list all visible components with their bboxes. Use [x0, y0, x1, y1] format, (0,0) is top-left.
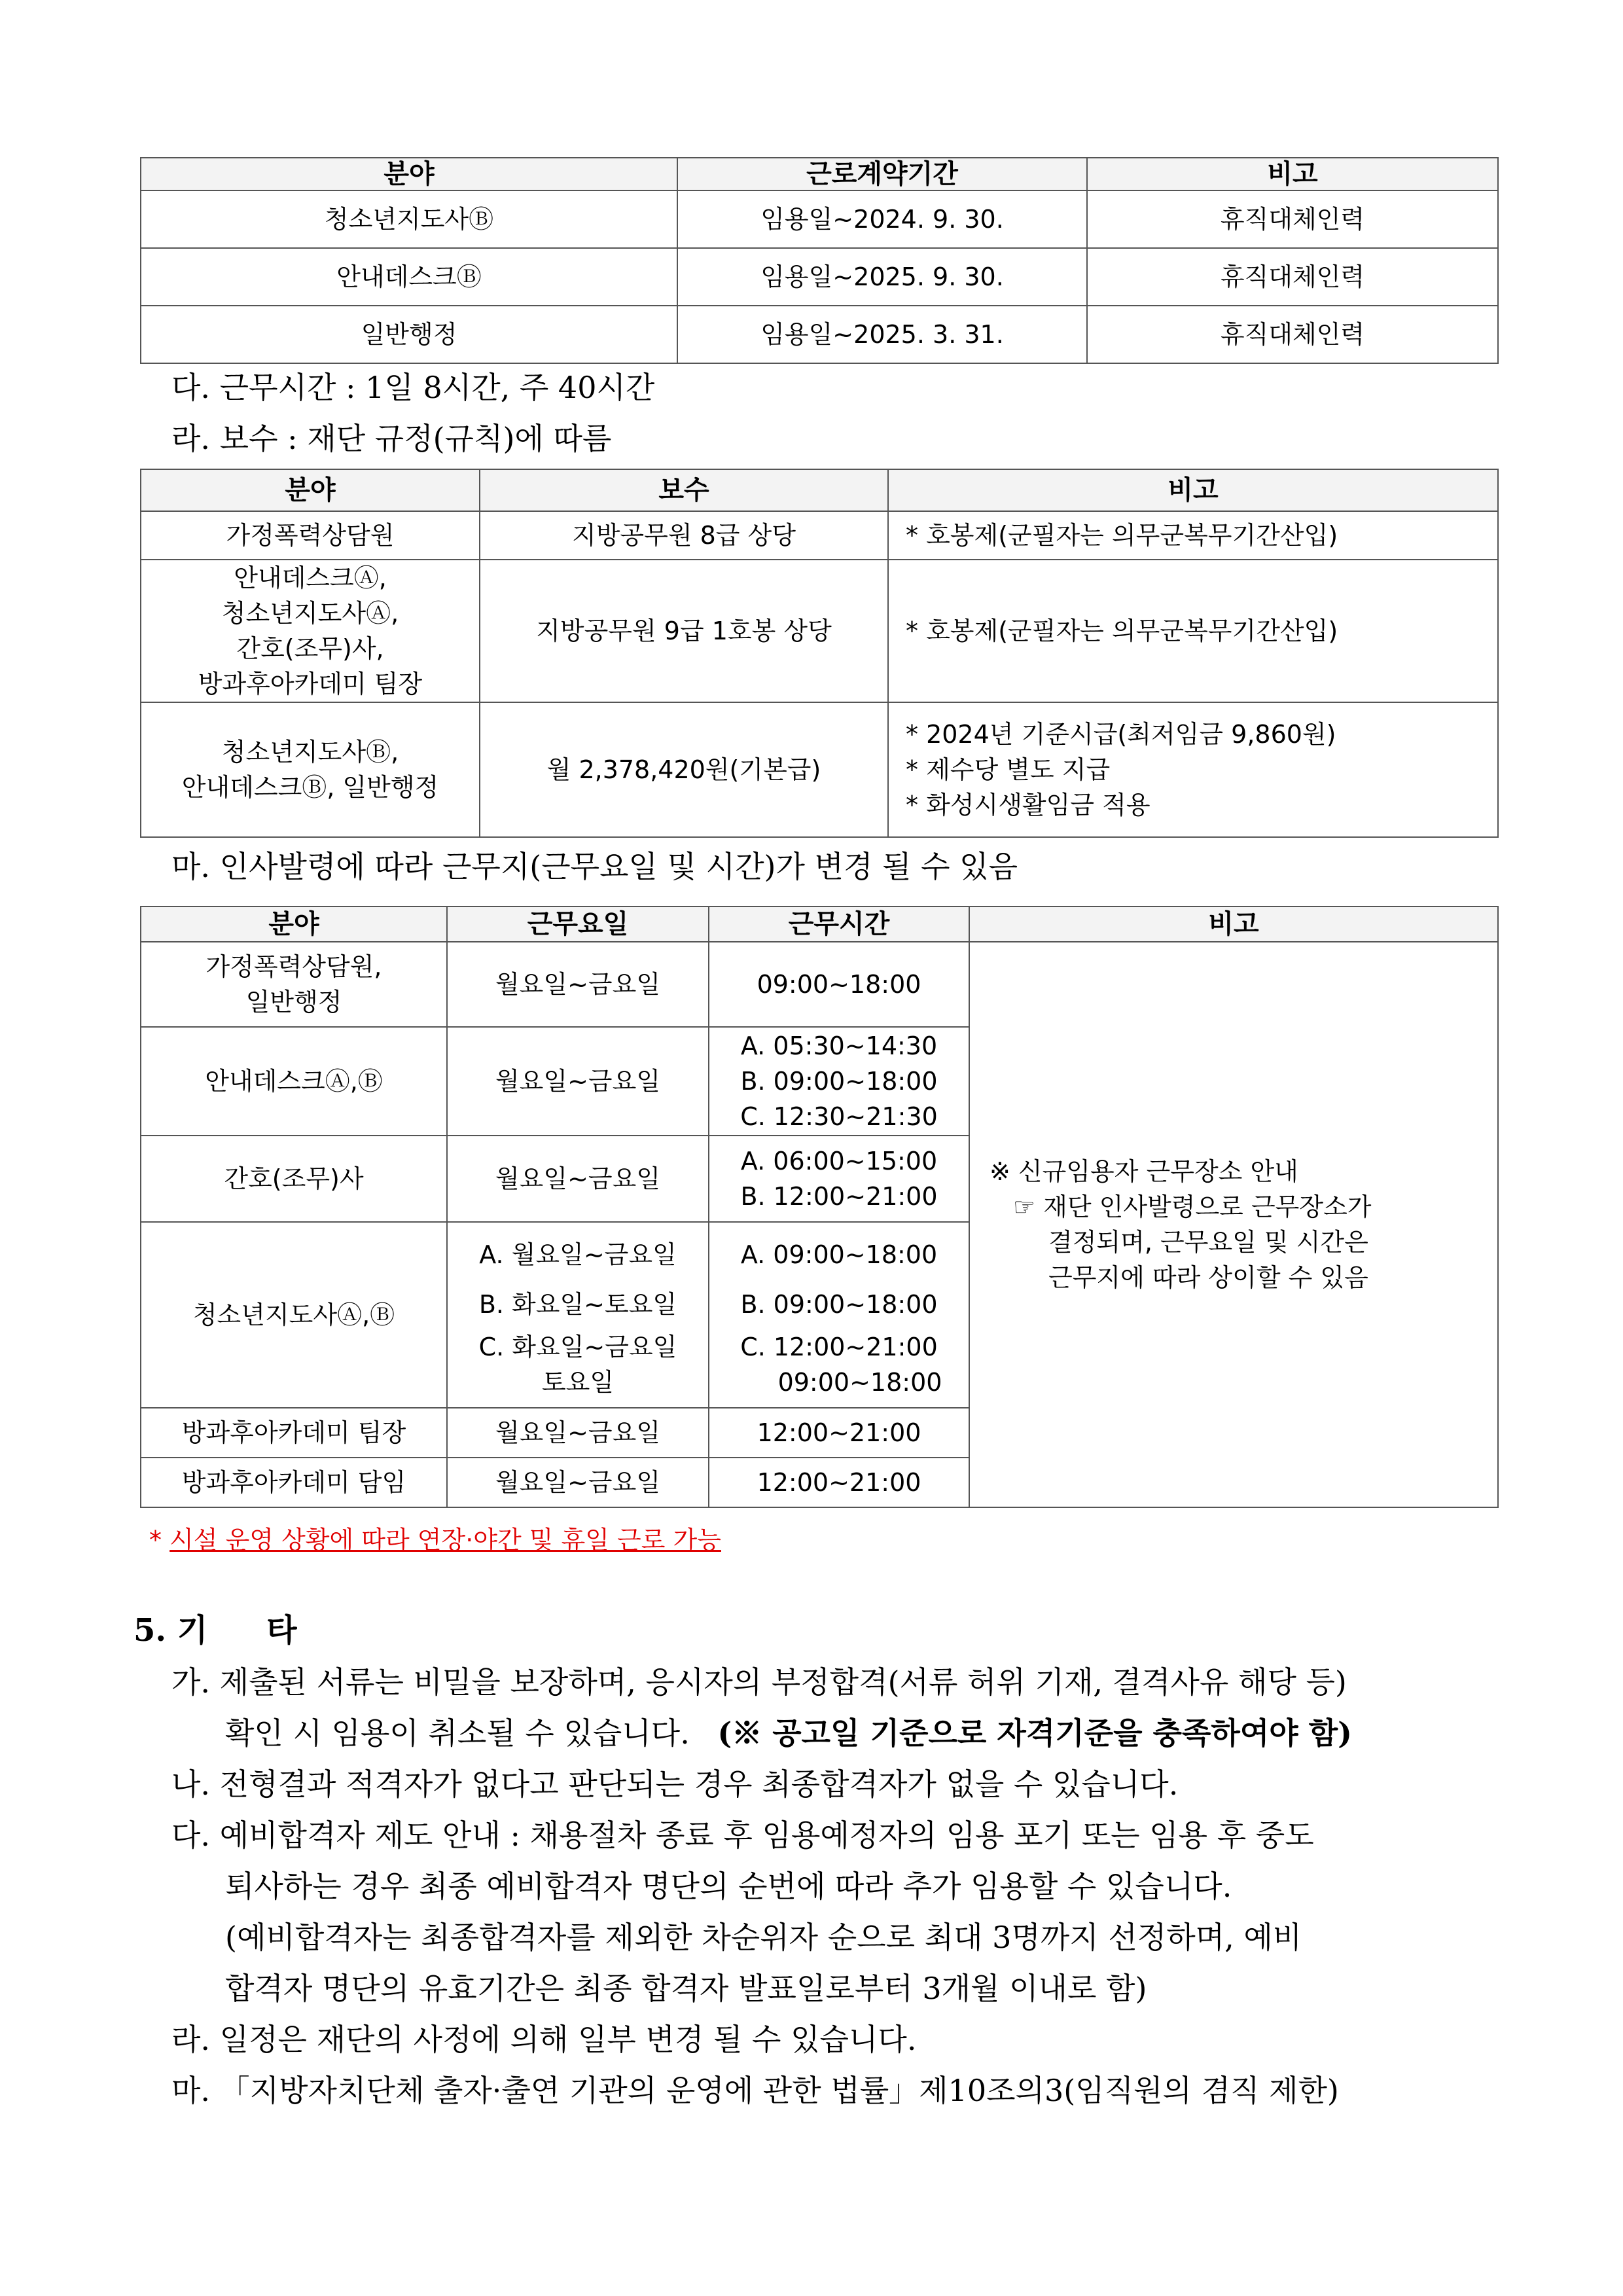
- table-cell: 안내데스크Ⓐ,Ⓑ: [141, 1027, 447, 1136]
- schedule-note-cell: ※ 신규임용자 근무장소 안내 ☞ 재단 인사발령으로 근무장소가 결정되며, 근무요일 및 시간은 근무지에 따라 상이할 수 있음: [969, 942, 1498, 1507]
- table-cell: 임용일~2024. 9. 30.: [677, 190, 1087, 248]
- item-da-line4: 합격자 명단의 유효기간은 최종 합격자 발표일로부터 3개월 이내로 함): [225, 1971, 1147, 2006]
- table-cell: 방과후아카데미 담임: [141, 1458, 447, 1507]
- table-cell: A. 09:00~18:00 B. 09:00~18:00 C. 12:00~21:00 09:00~18:00: [709, 1222, 969, 1408]
- table-header: 분야: [141, 469, 480, 511]
- table-row: [141, 248, 1498, 306]
- item-ga-line1: 가. 제출된 서류는 비밀을 보장하며, 응시자의 부정합격(서류 허위 기재, 결격사유 해당 등): [171, 1664, 1347, 1700]
- table-header: 근로계약기간: [677, 158, 1087, 190]
- table-cell: 지방공무원 9급 1호봉 상당: [480, 560, 888, 702]
- table-cell: 월요일~금요일: [447, 1408, 709, 1458]
- section-5-heading: 5. 기 타: [134, 1612, 297, 1649]
- table-header: 비고: [969, 906, 1498, 942]
- item-ra: 라. 일정은 재단의 사정에 의해 일부 변경 될 수 있습니다.: [171, 2022, 917, 2057]
- table-cell: 월요일~금요일: [447, 1458, 709, 1507]
- table-cell: 월요일~금요일: [447, 942, 709, 1027]
- item-da-line1: 다. 예비합격자 제도 안내 : 채용절차 종료 후 임용예정자의 임용 포기 또는 임용 후 중도: [171, 1818, 1314, 1853]
- table-header: 비고: [1087, 158, 1498, 190]
- table-cell: 일반행정: [141, 306, 677, 363]
- table-cell: 월요일~금요일: [447, 1136, 709, 1222]
- table-cell: 월요일~금요일: [447, 1027, 709, 1136]
- table-cell: 안내데스크Ⓑ: [141, 248, 677, 306]
- table-cell: 휴직대체인력: [1087, 248, 1498, 306]
- table-cell: 09:00~18:00: [709, 942, 969, 1027]
- table-cell: A. 05:30~14:30 B. 09:00~18:00 C. 12:30~21:30: [709, 1027, 969, 1136]
- table-cell: * 2024년 기준시급(최저임금 9,860원) * 제수당 별도 지급 * 화성시생활임금 적용: [888, 702, 1498, 837]
- table-cell: 청소년지도사Ⓑ, 안내데스크Ⓑ, 일반행정: [141, 702, 480, 837]
- item-ma: 마. 「지방자치단체 출자·출연 기관의 운영에 관한 법률」제10조의3(임직원의 겸직 제한): [171, 2073, 1339, 2108]
- item-da-line3: (예비합격자는 최종합격자를 제외한 차순위자 순으로 최대 3명까지 선정하며, 예비: [225, 1920, 1302, 1955]
- work-hours-line: 다. 근무시간 : 1일 8시간, 주 40시간: [171, 370, 655, 405]
- assignment-line: 마. 인사발령에 따라 근무지(근무요일 및 시간)가 변경 될 수 있음: [171, 849, 1018, 884]
- table-row: [141, 306, 1498, 363]
- table-cell: * 호봉제(군필자는 의무군복무기간산입): [888, 511, 1498, 560]
- table-cell: 지방공무원 8급 상당: [480, 511, 888, 560]
- pay-line: 라. 보수 : 재단 규정(규칙)에 따름: [171, 421, 612, 456]
- table-header: 보수: [480, 469, 888, 511]
- table-cell: 방과후아카데미 팀장: [141, 1408, 447, 1458]
- table-cell: 12:00~21:00: [709, 1458, 969, 1507]
- table-row: [141, 942, 1498, 1027]
- table-cell: 임용일~2025. 3. 31.: [677, 306, 1087, 363]
- table-cell: A. 월요일~금요일 B. 화요일~토요일 C. 화요일~금요일 토요일: [447, 1222, 709, 1408]
- contract-period-table: [140, 157, 1499, 364]
- table-row: [141, 511, 1498, 560]
- table-cell: 청소년지도사Ⓐ,Ⓑ: [141, 1222, 447, 1408]
- table-row: [141, 190, 1498, 248]
- table-cell: 청소년지도사Ⓑ: [141, 190, 677, 248]
- work-schedule-table: [140, 906, 1499, 1508]
- item-na: 나. 전형결과 적격자가 없다고 판단되는 경우 최종합격자가 없을 수 있습니다.: [171, 1767, 1179, 1802]
- overtime-note: [149, 1520, 721, 1556]
- table-cell: 안내데스크Ⓐ, 청소년지도사Ⓐ, 간호(조무)사, 방과후아카데미 팀장: [141, 560, 480, 702]
- note-text: 시설 운영 상황에 따라 연장·야간 및 휴일 근로 가능: [169, 1526, 721, 1554]
- table-header: 근무요일: [447, 906, 709, 942]
- table-cell: 임용일~2025. 9. 30.: [677, 248, 1087, 306]
- table-cell: * 호봉제(군필자는 의무군복무기간산입): [888, 560, 1498, 702]
- pay-table: [140, 469, 1499, 838]
- table-header: 비고: [888, 469, 1498, 511]
- table-row: [141, 560, 1498, 702]
- note-asterisk: *: [149, 1526, 162, 1554]
- table-row: [141, 702, 1498, 837]
- item-ga-line2: 확인 시 임용이 취소될 수 있습니다. (※ 공고일 기준으로 자격기준을 충족하여야 함): [225, 1715, 1352, 1751]
- table-cell: A. 06:00~15:00 B. 12:00~21:00: [709, 1136, 969, 1222]
- table-cell: 가정폭력상담원, 일반행정: [141, 942, 447, 1027]
- eligibility-emphasis: (※ 공고일 기준으로 자격기준을 충족하여야 함): [717, 1715, 1352, 1751]
- table-cell: 월 2,378,420원(기본급): [480, 702, 888, 837]
- table-cell: 가정폭력상담원: [141, 511, 480, 560]
- table-header: 분야: [141, 906, 447, 942]
- table-cell: 12:00~21:00: [709, 1408, 969, 1458]
- table-cell: 간호(조무)사: [141, 1136, 447, 1222]
- item-da-line2: 퇴사하는 경우 최종 예비합격자 명단의 순번에 따라 추가 임용할 수 있습니다.: [225, 1869, 1232, 1904]
- table-header: 분야: [141, 158, 677, 190]
- table-cell: 휴직대체인력: [1087, 306, 1498, 363]
- table-cell: 휴직대체인력: [1087, 190, 1498, 248]
- table-header: 근무시간: [709, 906, 969, 942]
